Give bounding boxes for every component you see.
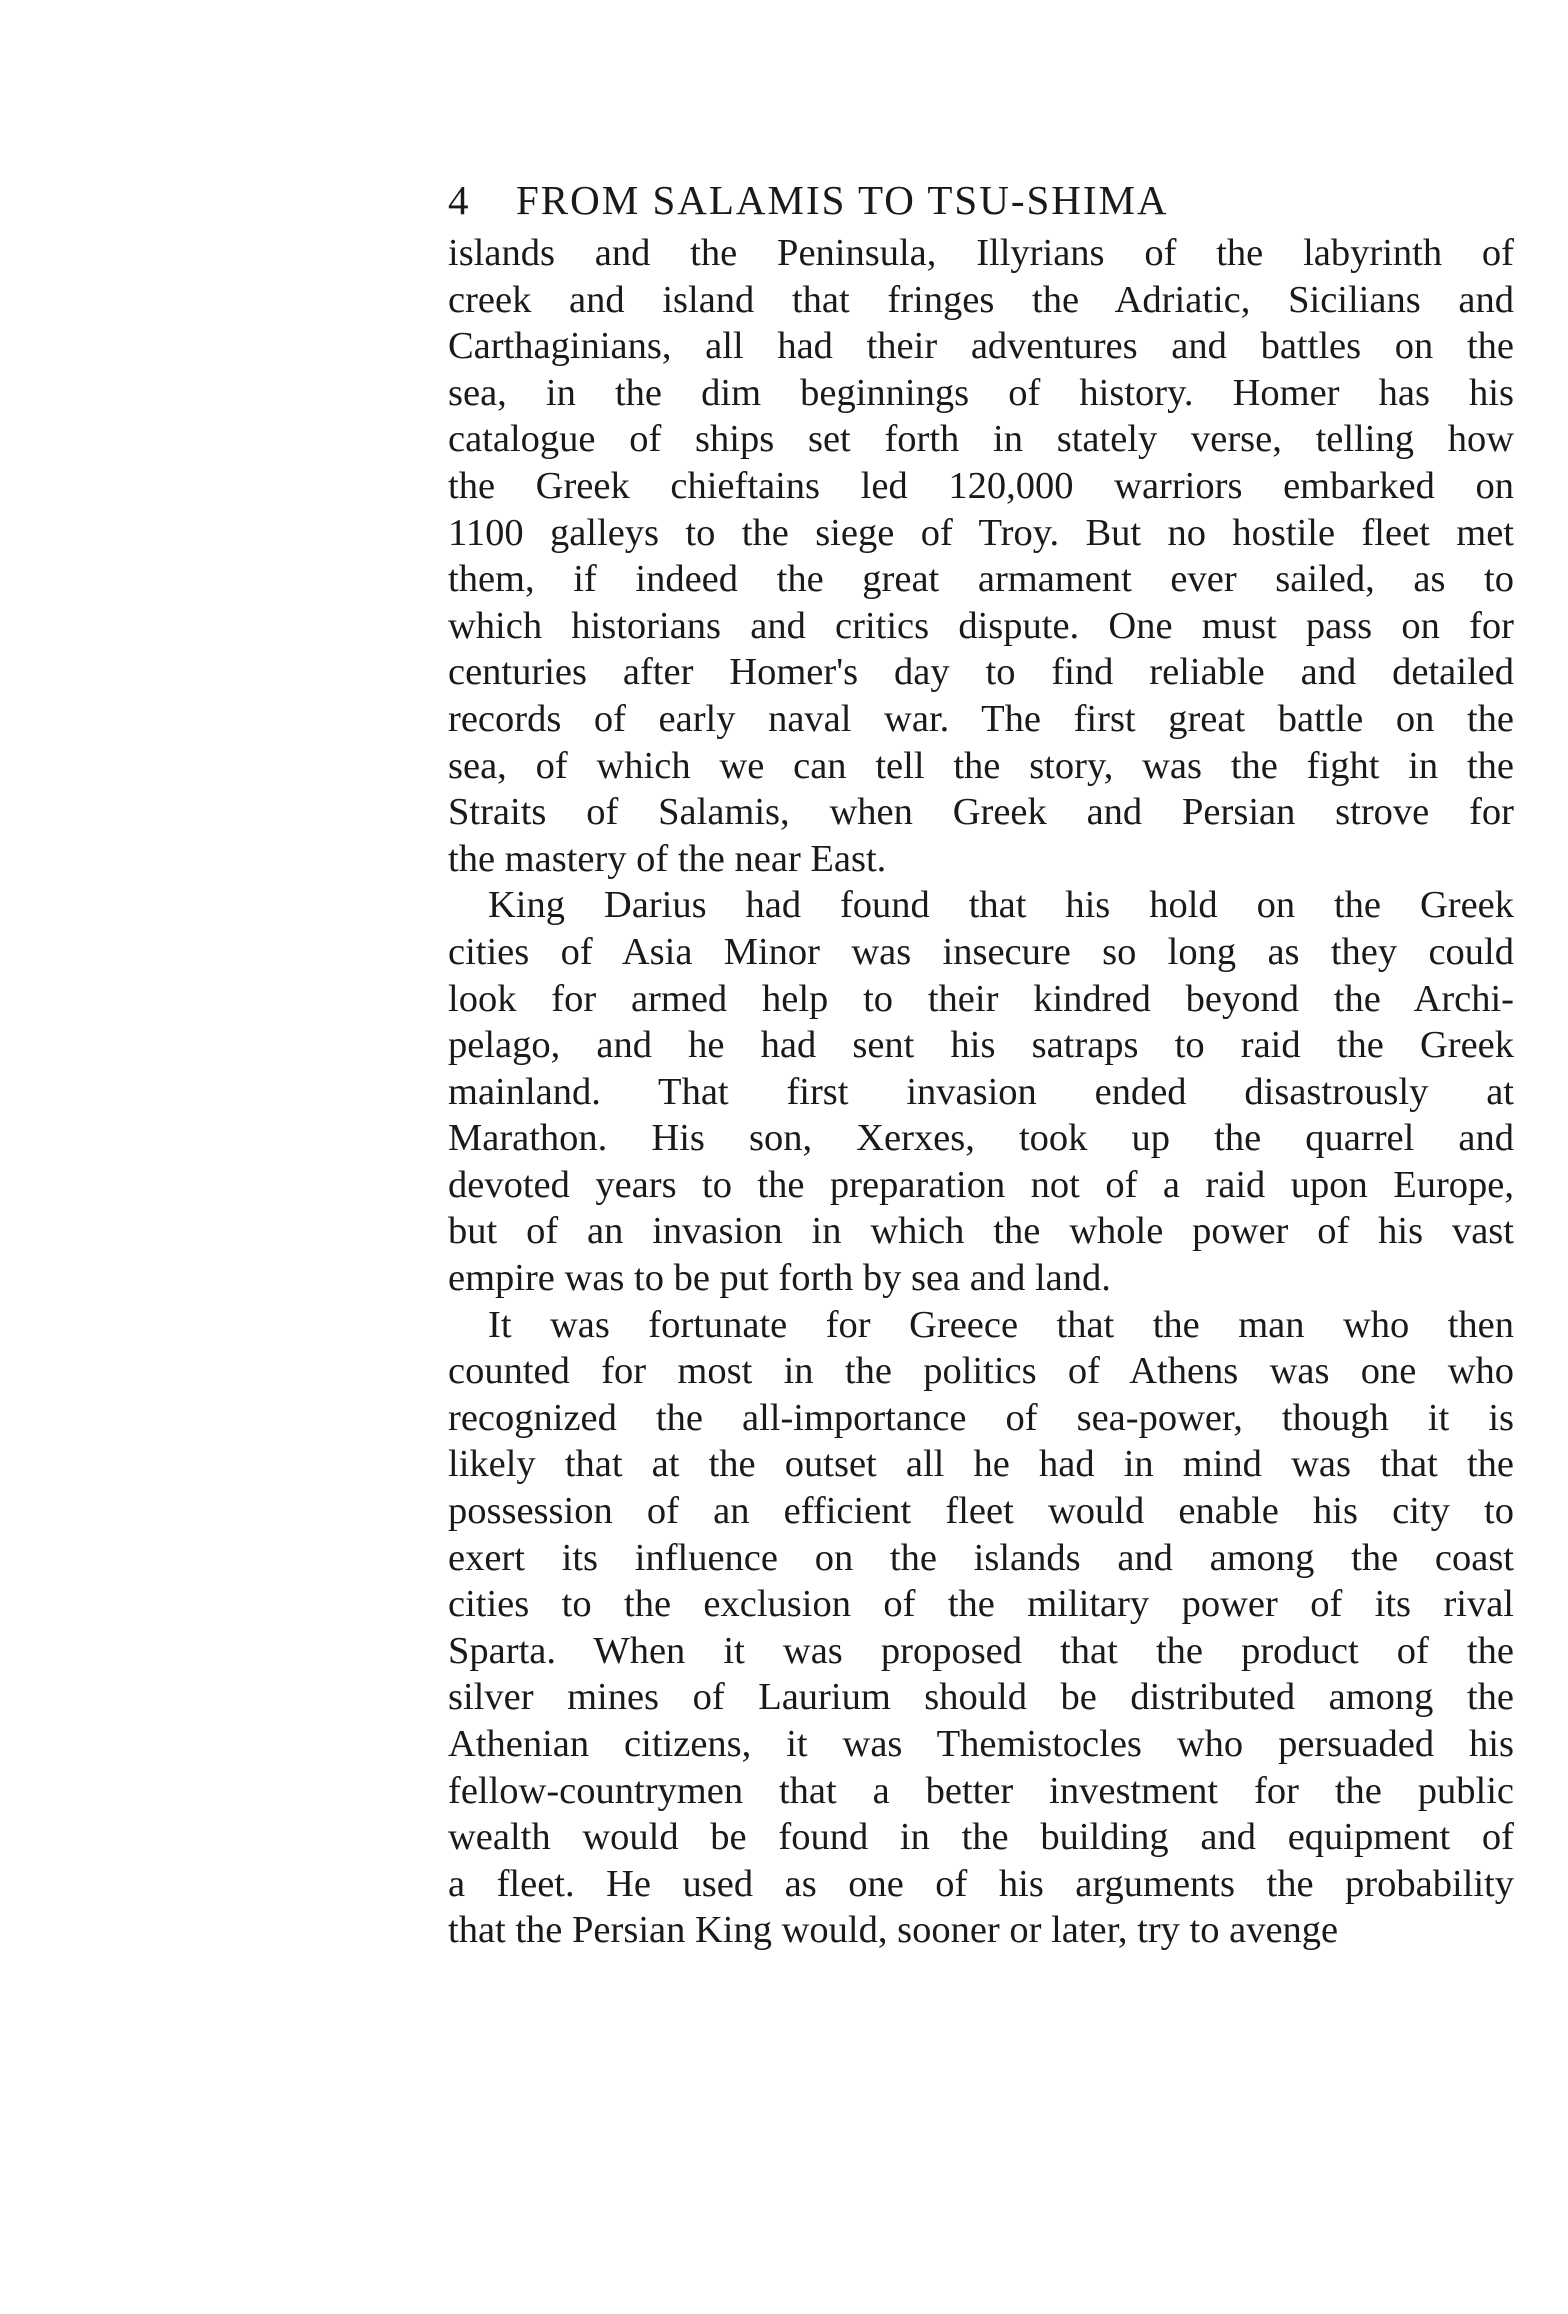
text-line: wealth would be found in the building and equipment of [448,1816,1514,1859]
text-line: cities of Asia Minor was insecure so long as they could [448,930,1514,973]
text-line: but of an invasion in which the whole power of his vast [448,1210,1514,1253]
text-line: 1100 galleys to the siege of Troy. But no hostile fleet met [448,511,1514,554]
page-number: 4 [448,177,471,223]
book-page [448,170,1514,1954]
running-title: FROM SALAMIS TO TSU-SHIMA [516,177,1169,223]
text-line: exert its influence on the islands and among the coast [448,1536,1514,1579]
text-line: Sparta. When it was proposed that the product of the [448,1629,1514,1672]
text-line: the Greek chieftains led 120,000 warriors embarked on [448,464,1514,507]
text-line: sea, of which we can tell the story, was the fight in the [448,744,1514,787]
text-line: mainland. That first invasion ended disastrously at [448,1070,1514,1113]
text-line: Carthaginians, all had their adventures and battles on the [448,325,1514,368]
text-line: records of early naval war. The first great battle on the [448,697,1514,740]
text-line: that the Persian King would, sooner or later, try to avenge [448,1909,1339,1952]
text-line: Athenian citizens, it was Themistocles who persuaded his [448,1723,1514,1765]
text-line: centuries after Homer's day to find reliable and detailed [448,651,1514,694]
body-text [448,230,1514,1954]
text-line: counted for most in the politics of Athens was one who [448,1350,1514,1393]
paragraph [448,230,1514,882]
text-line: devoted years to the preparation not of a raid upon Europe, [448,1163,1514,1206]
text-line: islands and the Peninsula, Illyrians of the labyrinth of [448,232,1514,274]
text-line: Marathon. His son, Xerxes, took up the quarrel and [448,1117,1514,1160]
paragraph [448,882,1514,1301]
text-line: fellow-countrymen that a better investment for the public [448,1769,1514,1812]
text-line: Straits of Salamis, when Greek and Persian strove for [448,791,1514,834]
text-line: pelago, and he had sent his satraps to raid the Greek [448,1024,1514,1067]
text-line: silver mines of Laurium should be distributed among the [448,1676,1514,1719]
text-line: which historians and critics dispute. One must pass on for [448,604,1514,647]
text-line: a fleet. He used as one of his arguments the probability [448,1862,1514,1905]
text-line: look for armed help to their kindred beyond the Archi- [448,977,1514,1020]
text-line: It was fortunate for Greece that the man who then [488,1303,1514,1346]
text-line: creek and island that fringes the Adriatic, Sicilians and [448,278,1514,321]
text-line: empire was to be put forth by sea and land. [448,1257,1111,1300]
text-line: possession of an efficient fleet would enable his city to [448,1490,1514,1533]
text-line: King Darius had found that his hold on the Greek [488,884,1514,927]
text-line: sea, in the dim beginnings of history. Homer has his [448,371,1514,414]
text-line: likely that at the outset all he had in mind was that the [448,1443,1514,1486]
text-line: recognized the all-importance of sea-power, though it is [448,1396,1514,1439]
text-line: catalogue of ships set forth in stately verse, telling how [448,418,1514,461]
text-line: the mastery of the near East. [448,837,887,880]
text-line: them, if indeed the great armament ever sailed, as to [448,558,1514,601]
text-line: cities to the exclusion of the military power of its rival [448,1583,1514,1626]
running-head [448,170,1514,230]
paragraph [448,1302,1514,1954]
